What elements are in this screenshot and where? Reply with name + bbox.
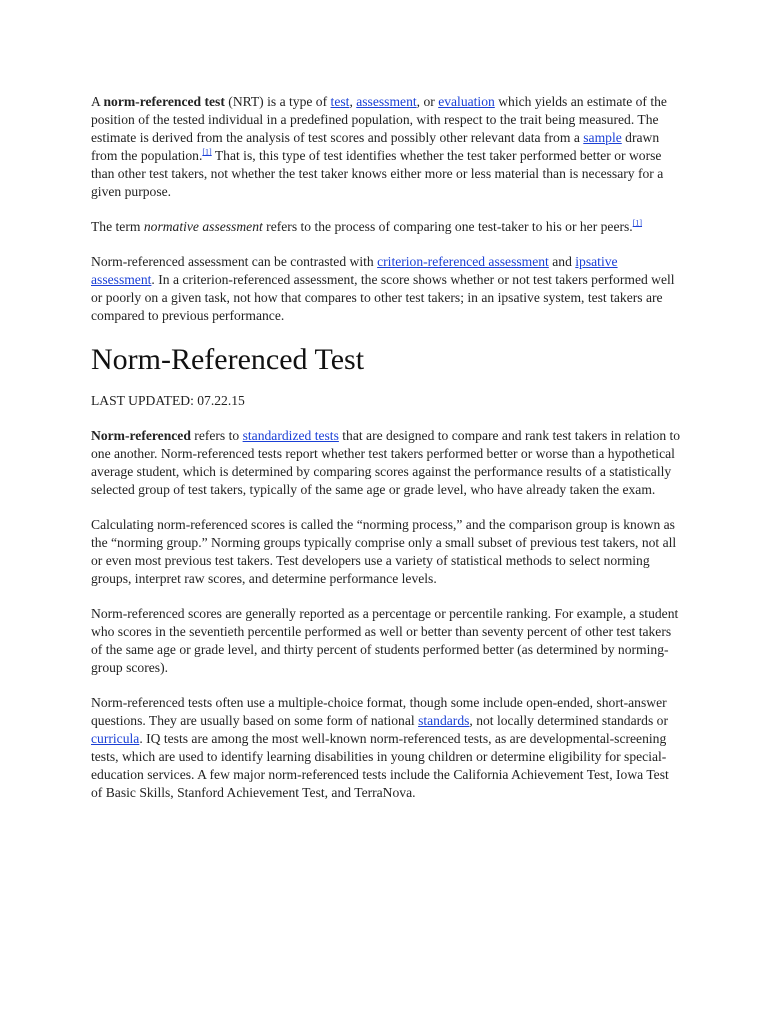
intro-paragraph-2 <box>91 218 681 236</box>
bold-term: Norm-referenced <box>91 428 191 443</box>
text-run: A <box>91 94 104 109</box>
citation-ref-1[interactable]: [1] <box>202 147 212 157</box>
text-run: , not locally determined standards or <box>469 713 668 728</box>
article-paragraph-4 <box>91 694 681 802</box>
text-run: , <box>349 94 357 109</box>
text-run: The term <box>91 219 144 234</box>
italic-term: normative assessment <box>143 219 263 234</box>
link-sample[interactable]: sample <box>583 130 622 145</box>
link-criterion-referenced-assessment[interactable]: criterion-referenced assessment <box>377 254 549 269</box>
text-run: That is, this type of test identifies whether the test taker performed better or worse than other test takers, not whether the test taker knows either more or less material than is necessary for a given purpose. <box>91 148 664 199</box>
intro-paragraph-3 <box>91 253 681 325</box>
link-assessment[interactable]: assessment <box>356 94 417 109</box>
link-ipsative-assessment[interactable]: ipsative assessment <box>91 254 618 287</box>
link-evaluation[interactable]: evaluation <box>438 94 495 109</box>
text-run: refers to <box>190 428 243 443</box>
text-run: , or <box>416 94 439 109</box>
article-paragraph-2: Calculating norm-referenced scores is called the “norming process,” and the comparison group is known as the “norming group.” Norming groups typically comprise only a small subset of previous test takers, not all or even most previous test takers. Test developers use a variety of statistical methods to select norming groups, interpret raw scores, and determine performance levels. <box>91 517 677 586</box>
text-run: that are designed to compare and rank test takers in relation to one another. Norm-referenced tests report whether test takers performed better or worse than a hypothetical average student, which is determined by comparing scores against the performance results of a statistically selected group of test takers, typically of the same age or grade level, who have already taken the exam. <box>91 428 681 497</box>
text-run: and <box>548 254 576 269</box>
link-test[interactable]: test <box>330 94 350 109</box>
text-run: Norm-referenced assessment can be contrasted with <box>91 254 378 269</box>
link-standardized-tests[interactable]: standardized tests <box>242 428 339 443</box>
text-run: Norm-referenced tests often use a multiple-choice format, though some include open-ended, short-answer questions. They are usually based on some form of national <box>91 695 667 728</box>
text-run: drawn from the population. <box>91 130 660 163</box>
article-title: Norm-Referenced Test <box>91 343 365 376</box>
text-run: . IQ tests are among the most well-known norm-referenced tests, as are developmental-screening tests, which are used to identify learning disabilities in young children or determine eligibility for special-education services. A few major norm-referenced tests include the California Achievement Test, Iowa Test of Basic Skills, Stanford Achievement Test, and TerraNova. <box>91 731 669 800</box>
text-run: which yields an estimate of the position of the tested individual in a predefined population, with respect to the trait being measured. The estimate is derived from the analysis of test scores and possibly other relevant data from a <box>91 94 667 145</box>
text-run: . In a criterion-referenced assessment, the score shows whether or not test takers performed well or poorly on a given task, not how that compares to other test takers; in an ipsative system, test takers are compared to previous performance. <box>91 272 675 323</box>
document-page <box>91 93 681 819</box>
article-paragraph-3: Norm-referenced scores are generally reported as a percentage or percentile ranking. For example, a student who scores in the seventieth percentile performed as well or better than seventy percent of other test takers of the same age or grade level, and thirty percent of students performed better (as determined by norming-group scores). <box>91 606 679 675</box>
last-updated: LAST UPDATED: 07.22.15 <box>91 393 245 408</box>
link-standards[interactable]: standards <box>418 713 470 728</box>
citation-ref-1b[interactable]: [1] <box>632 218 643 228</box>
bold-term: norm-referenced test <box>103 94 225 109</box>
text-run: (NRT) is a type of <box>224 94 331 109</box>
link-curricula[interactable]: curricula <box>91 731 140 746</box>
intro-paragraph-1 <box>91 93 681 201</box>
article-paragraph-1 <box>91 427 681 499</box>
text-run: refers to the process of comparing one test-taker to his or her peers. <box>262 219 633 234</box>
